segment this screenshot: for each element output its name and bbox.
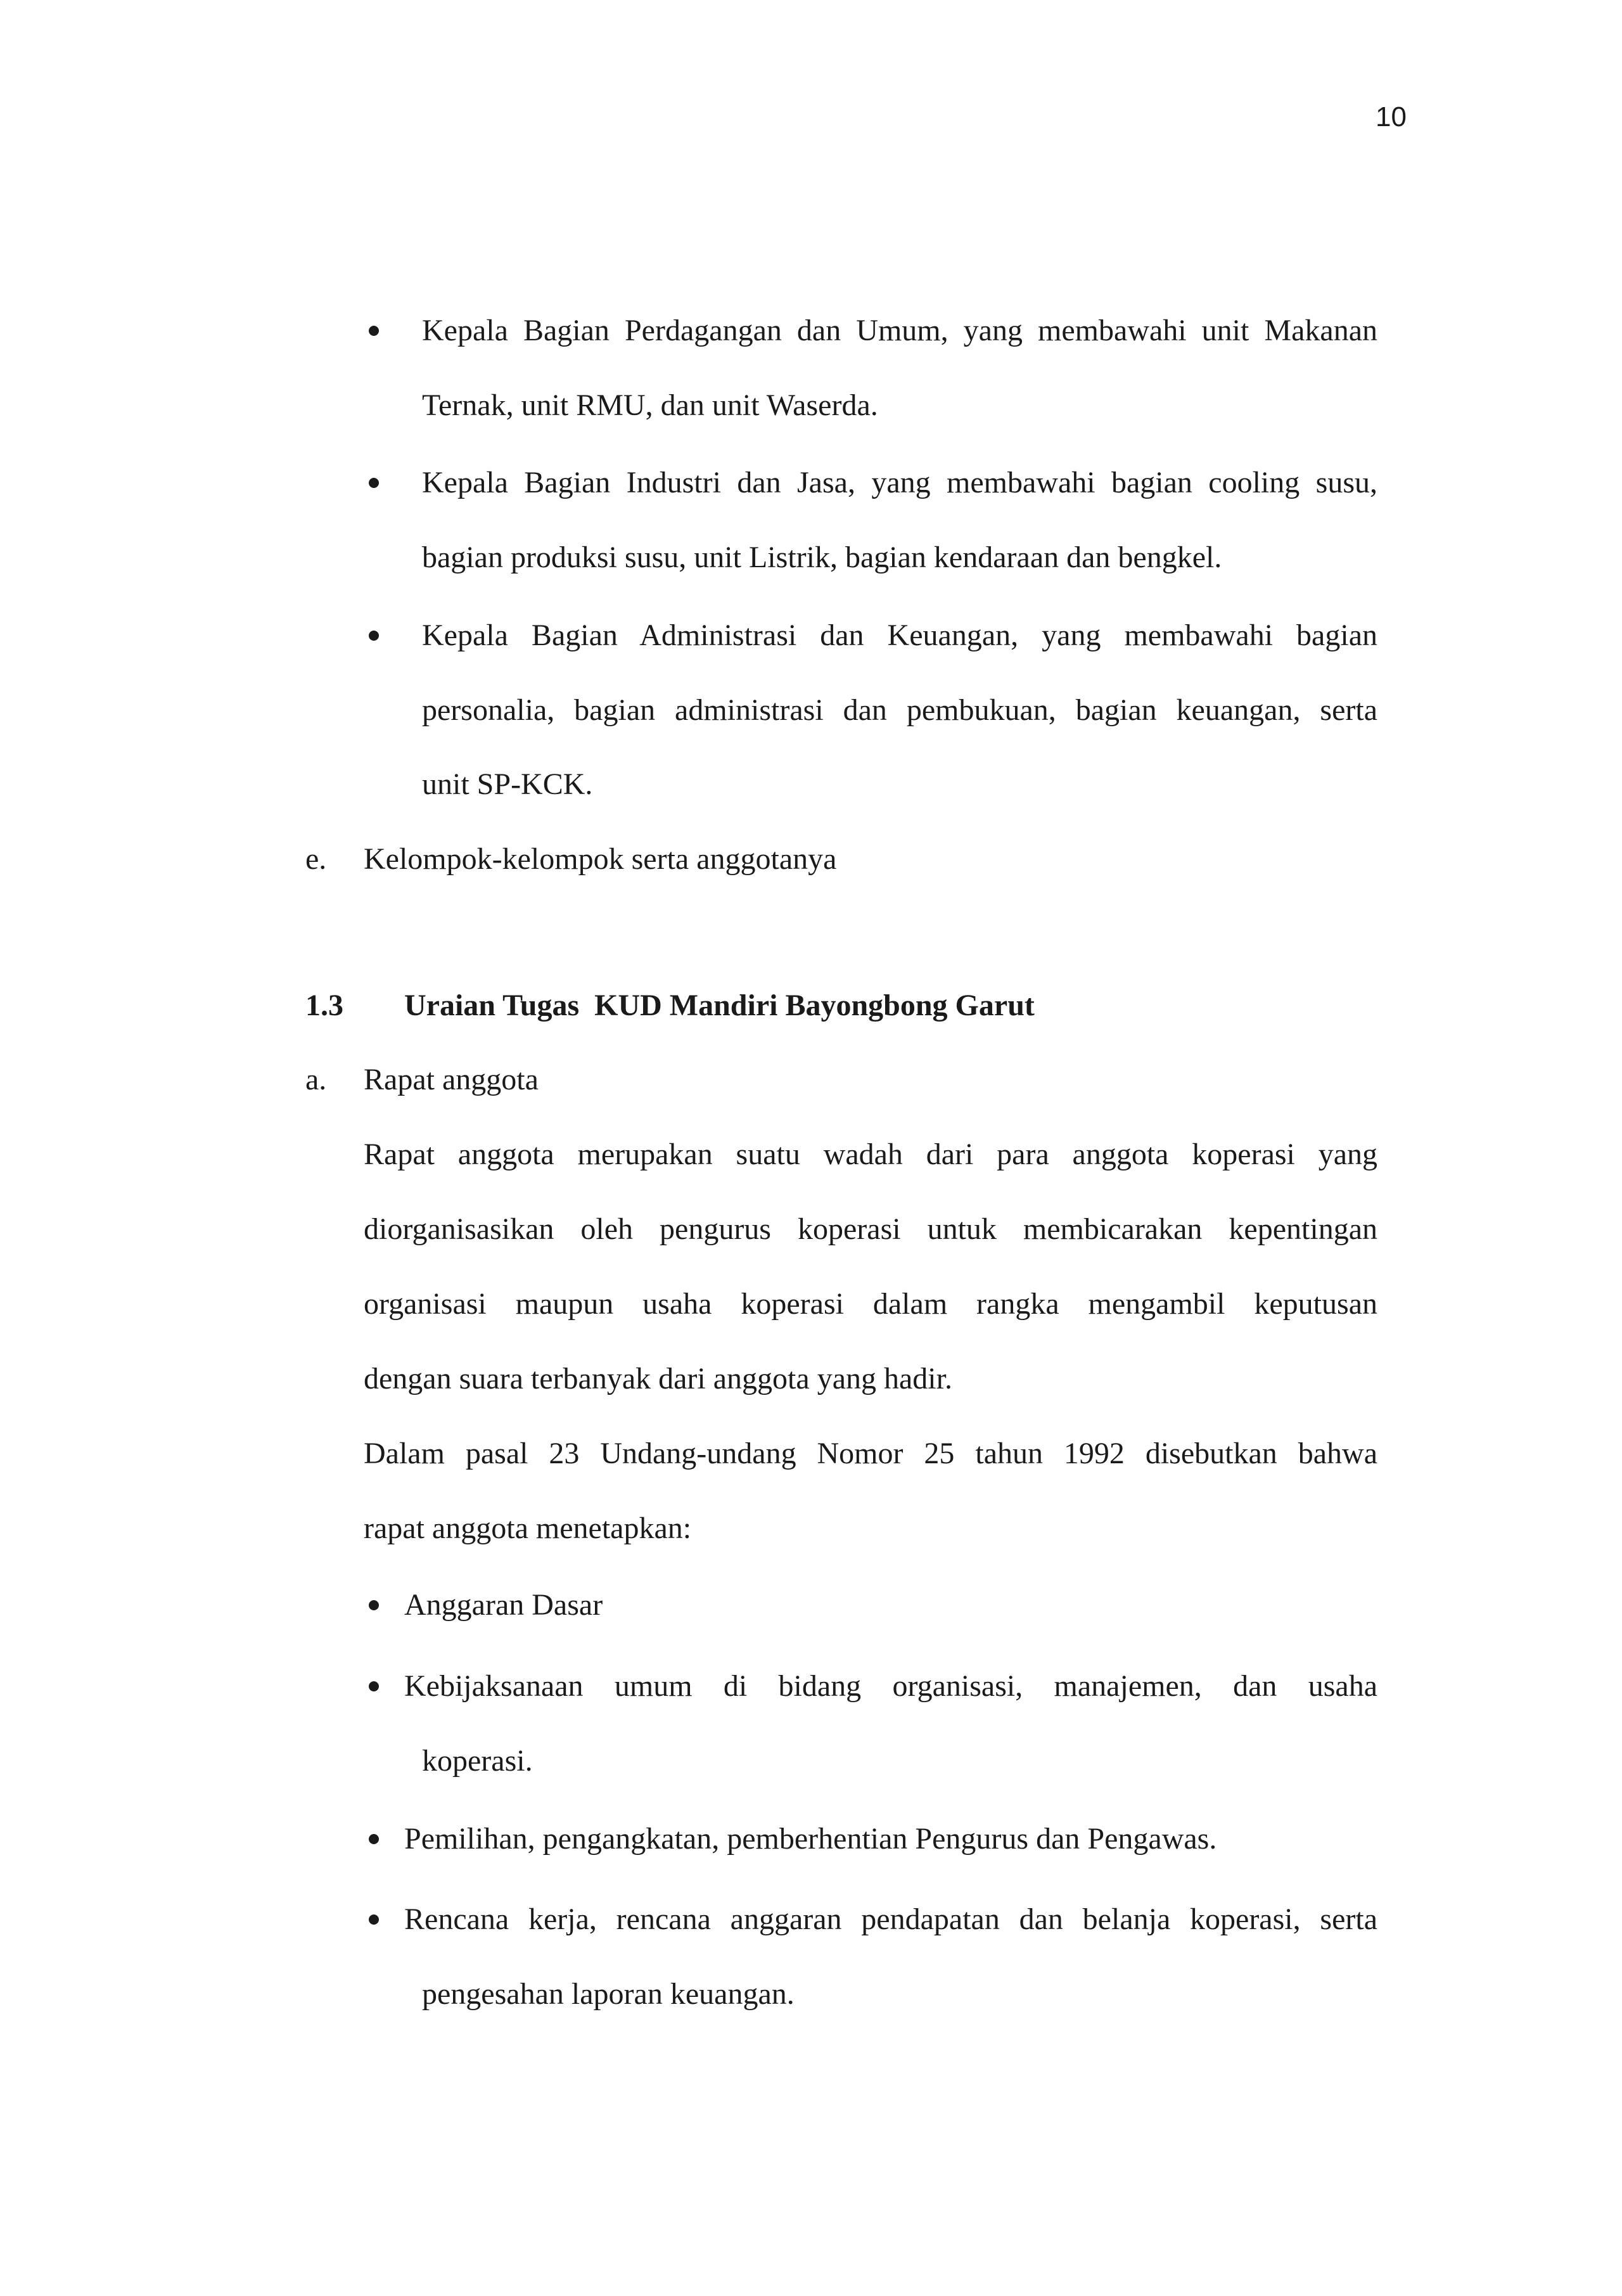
rapat-bullet-line: pengesahan laporan keuangan. (422, 1977, 795, 2011)
rapat-bullet-line: Rencana kerja, rencana anggaran pendapatan dan belanja koperasi, serta (404, 1902, 1377, 1936)
bullet-icon (369, 1600, 379, 1610)
org-bullet-line: Kepala Bagian Administrasi dan Keuangan, yang membawahi bagian (422, 619, 1377, 652)
org-bullet-line: Kepala Bagian Industri dan Jasa, yang membawahi bagian cooling susu, (422, 466, 1377, 499)
list-marker: a. (305, 1063, 327, 1096)
rapat-bullet-line: Anggaran Dasar (404, 1588, 603, 1622)
bullet-icon (369, 1834, 379, 1844)
paragraph-line: dengan suara terbanyak dari anggota yang hadir. (364, 1362, 952, 1395)
list-item-text: Kelompok-kelompok serta anggotanya (364, 842, 837, 876)
page-number: 10 (1376, 101, 1407, 132)
org-bullet-line: unit SP-KCK. (422, 767, 593, 801)
paragraph-line: diorganisasikan oleh pengurus koperasi untuk membicarakan kepentingan (364, 1212, 1377, 1246)
section-number: 1.3 (305, 989, 343, 1022)
section-title: Uraian Tugas KUD Mandiri Bayongbong Garut (404, 989, 1035, 1022)
rapat-bullet-line: koperasi. (422, 1744, 533, 1778)
rapat-bullet-line: Kebijaksanaan umum di bidang organisasi, manajemen, dan usaha (404, 1669, 1377, 1703)
paragraph-line: Dalam pasal 23 Undang-undang Nomor 25 tahun 1992 disebutkan bahwa (364, 1437, 1377, 1470)
bullet-icon (369, 478, 379, 488)
org-bullet-line: Kepala Bagian Perdagangan dan Umum, yang membawahi unit Makanan (422, 314, 1377, 347)
org-bullet-line: bagian produksi susu, unit Listrik, bagian kendaraan dan bengkel. (422, 541, 1222, 574)
paragraph-line: organisasi maupun usaha koperasi dalam rangka mengambil keputusan (364, 1287, 1377, 1321)
bullet-icon (369, 1914, 379, 1925)
bullet-icon (369, 326, 379, 336)
list-item-text: Rapat anggota (364, 1063, 539, 1096)
rapat-bullet-line: Pemilihan, pengangkatan, pemberhentian Pengurus dan Pengawas. (404, 1822, 1217, 1856)
bullet-icon (369, 631, 379, 641)
bullet-icon (369, 1681, 379, 1691)
org-bullet-line: Ternak, unit RMU, dan unit Waserda. (422, 388, 878, 422)
org-bullet-line: personalia, bagian administrasi dan pembukuan, bagian keuangan, serta (422, 693, 1377, 727)
paragraph-line: rapat anggota menetapkan: (364, 1511, 692, 1545)
paragraph-line: Rapat anggota merupakan suatu wadah dari para anggota koperasi yang (364, 1138, 1377, 1171)
list-marker: e. (305, 842, 327, 876)
